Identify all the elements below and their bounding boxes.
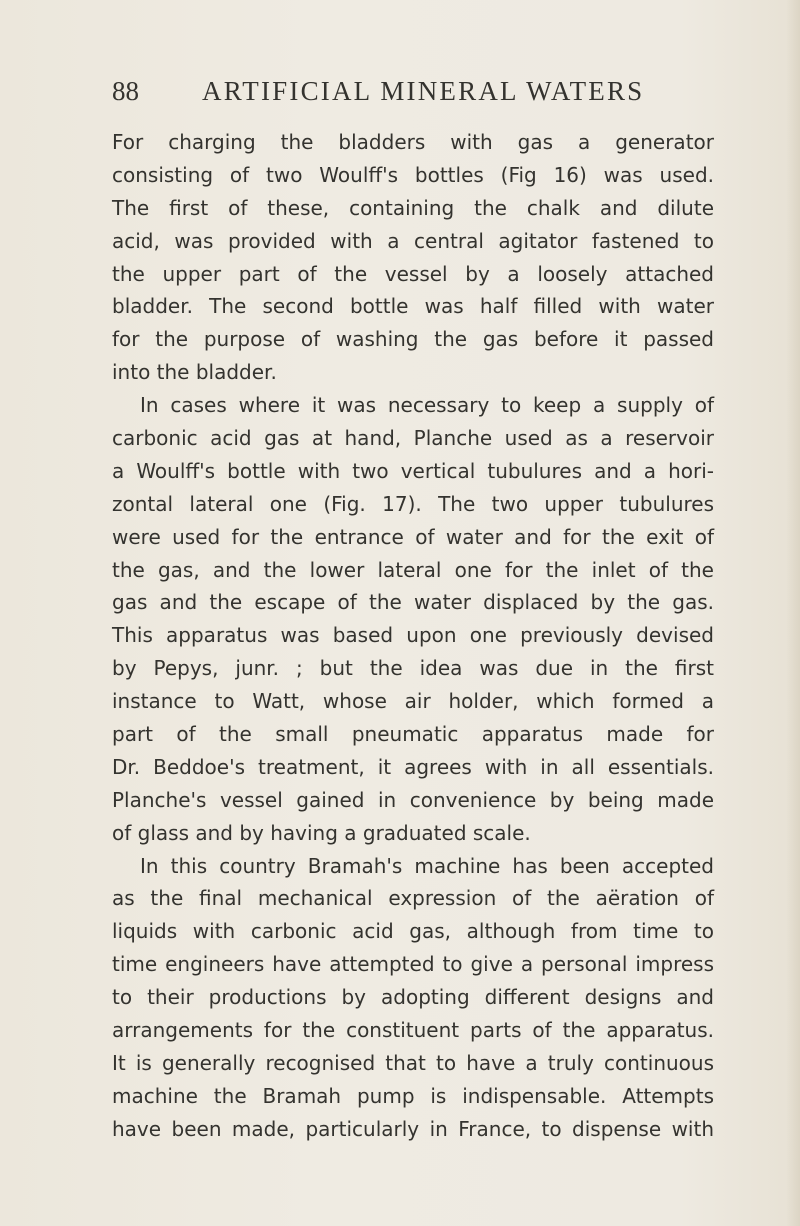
- text-line: a Woulff's bottle with two vertical tubulures and a hori-: [112, 458, 714, 483]
- text-line: as the final mechanical expression of the aëration of: [112, 886, 714, 911]
- page-header: [112, 74, 712, 118]
- body-text: [112, 126, 714, 1146]
- text-line: of glass and by having a graduated scale.: [112, 820, 531, 845]
- running-head: ARTIFICIAL MINERAL WATERS: [202, 76, 645, 106]
- text-line: to their productions by adopting different designs and: [112, 985, 714, 1010]
- text-line: The first of these, containing the chalk and dilute: [112, 195, 714, 220]
- text-line: consisting of two Woulff's bottles (Fig 16) was used.: [112, 162, 714, 187]
- text-line: the gas, and the lower lateral one for the inlet of the: [112, 557, 714, 582]
- text-line: carbonic acid gas at hand, Planche used as a reservoir: [112, 426, 714, 451]
- text-line: zontal lateral one (Fig. 17). The two upper tubulures: [112, 491, 714, 516]
- text-line: bladder. The second bottle was half filled with water: [112, 294, 714, 319]
- text-line: liquids with carbonic acid gas, although from time to: [112, 919, 714, 944]
- text-line: time engineers have attempted to give a personal impress: [112, 952, 714, 977]
- text-line: Dr. Beddoe's treatment, it agrees with in all essentials.: [112, 754, 714, 779]
- page-number: 88: [112, 76, 139, 106]
- text-line: gas and the escape of the water displaced by the gas.: [112, 590, 714, 615]
- text-line: into the bladder.: [112, 360, 277, 385]
- text-line: It is generally recognised that to have a truly continuous: [112, 1050, 714, 1075]
- text-line: Planche's vessel gained in convenience by being made: [112, 787, 714, 812]
- page-edge-shadow: [786, 0, 800, 1226]
- text-line: instance to Watt, whose air holder, which formed a: [112, 689, 714, 714]
- text-line: machine the Bramah pump is indispensable. Attempts: [112, 1083, 714, 1108]
- text-line: In cases where it was necessary to keep a supply of: [140, 393, 714, 418]
- text-line: In this country Bramah's machine has been accepted: [140, 853, 714, 878]
- text-line: by Pepys, junr. ; but the idea was due in the first: [112, 656, 714, 681]
- text-line: For charging the bladders with gas a generator: [112, 130, 714, 154]
- text-line: part of the small pneumatic apparatus made for: [112, 722, 714, 747]
- text-line: arrangements for the constituent parts of the apparatus.: [112, 1018, 714, 1043]
- text-line: the upper part of the vessel by a loosely attached: [112, 261, 714, 286]
- text-line: have been made, particularly in France, to dispense with: [112, 1116, 714, 1141]
- text-line: for the purpose of washing the gas before it passed: [112, 327, 714, 352]
- text-line: acid, was provided with a central agitator fastened to: [112, 228, 714, 253]
- text-line: This apparatus was based upon one previously devised: [112, 623, 714, 648]
- text-line: were used for the entrance of water and for the exit of: [112, 524, 714, 549]
